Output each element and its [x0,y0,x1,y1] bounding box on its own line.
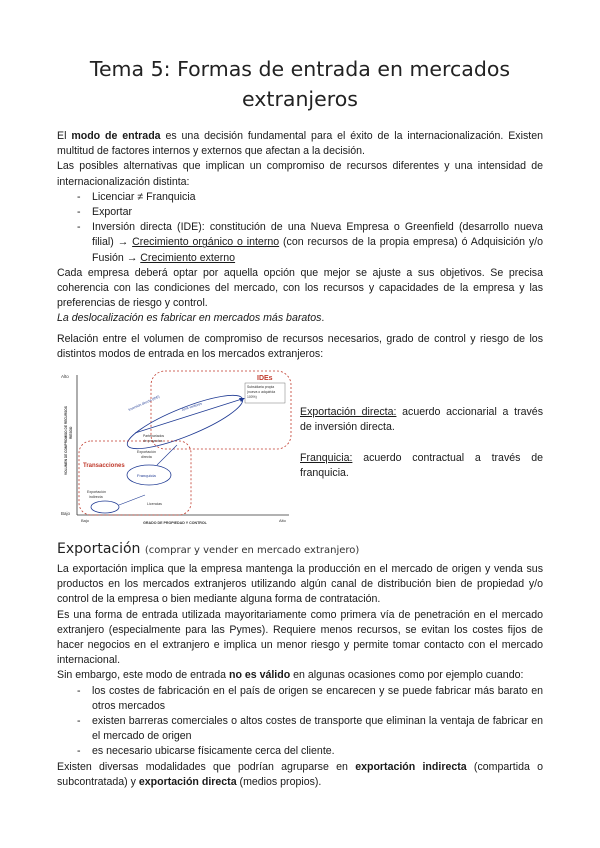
x-left-label: Bajo [81,518,90,523]
indirect-ellipse [91,501,119,513]
list-item: - los costes de fabricación en el país de origen se encarecen y se puede fabricar más barato en otros mercados [57,684,543,714]
subsidiary-line: 100%) [247,395,257,399]
ide-region [151,371,291,449]
list-item: - Licenciar ≠ Franquicia [57,190,543,205]
export-paragraph-1: La exportación implica que la empresa mantenga la producción en el mercado de origen y venda sus productos en los mercados extranjeros utilizando algún canal de distribución bien de propiedad y/o control de la empresa o bien mediante alguna forma de contratación. [57,563,543,606]
section-heading-export: Exportación (comprar y vender en mercado extranjero) [57,541,360,557]
list-item: - Exportar [57,205,543,220]
ide-label: IDEs [257,375,273,382]
subsidiary-line: (nueva o adquirida [247,390,276,394]
exp-indirect-label: indirecta [89,495,103,499]
intro-section [57,129,543,327]
intro-paragraph-1: El modo de entrada es una decisión fundamental para el éxito de la internacionalización. Existen multitud de factores internos y externos que afectan a la decisión. [57,130,543,158]
y-bottom-label: Bajo [61,511,71,516]
y-axis-title: VOLUMEN DE COMPROMISO DE RECURSOS [64,406,68,475]
franchise-label: Franquicia [137,473,156,478]
exp-direct-label: directa [141,455,152,459]
x-axis-title: GRADO DE PROPIEDAD Y CONTROL [143,521,207,525]
exp-direct-label: Exportación [137,450,156,454]
connector-line [119,495,145,505]
partnership-label: Partenariados [143,434,165,438]
intro-paragraph-3: Cada empresa deberá optar por aquella opción que mejor se ajuste a sus objetivos. Se precisa coherencia con las condiciones del mercado, con los recursos y capacidades de la empresa y las preferencias de riesgo y control. [57,266,543,310]
list-item: - existen barreras comerciales o altos costes de transporte que eliminan la ventaja de fabricar en el mercado de origen [57,714,543,744]
list-item: - es necesario ubicarse físicamente cerca del cliente. [57,744,543,759]
arrow-label: Joint ventures [181,401,203,412]
transactions-label: Transacciones [83,463,125,469]
transactions-region [79,441,191,515]
alternatives-list [57,190,543,266]
ide-ellipse [122,386,247,458]
export-paragraph-4: Existen diversas modalidades que podrían agruparse en exportación indirecta (compartida o subcontratada) y exportación directa (medios propios). [57,760,544,788]
subsidiary-line: Subsidiaria propia [247,385,275,389]
intro-paragraph-4: La deslocalización es fabricar en mercados más baratos. [57,312,325,325]
side-note-franchise: Franquicia: acuerdo contractual a través de franquicia. [300,452,543,480]
export-paragraph-3: Sin embargo, este modo de entrada no es válido en algunas ocasiones como por ejemplo cuando: [57,669,524,682]
connector-line [157,445,177,465]
page-title: Tema 5: Formas de entrada en mercados extranjeros [89,57,511,111]
partnership-label: de proyectos [143,439,163,443]
y-top-label: Alto [61,374,69,379]
y-axis-title-2: RIESGO [69,426,73,439]
relation-paragraph: Relación entre el volumen de compromiso de recursos necesarios, grado de control y riesgo de los distintos modos de entrada en los mercados extranjeros: [57,333,543,361]
arrow-label: Inversión directa (IDE) [127,394,161,412]
bold-term: modo de entrada [71,130,161,142]
licensing-label: Licencias [147,502,162,506]
ide-arrow [135,399,242,433]
exp-indirect-label: Exportación [87,490,106,494]
x-right-label: Alto [279,518,286,523]
intro-paragraph-2: Las posibles alternativas que implican un compromiso de recursos diferentes y una intensidad de internacionalización distinta: [57,160,543,188]
entry-modes-diagram [57,367,297,527]
side-note-direct: Exportación directa: acuerdo accionarial a través de inversión directa. [300,406,543,434]
export-section [57,562,543,790]
list-item: - Inversión directa (IDE): constitución de una Nueva Empresa o Greenfield (desarrollo nueva filial) → Crecimiento orgánico o interno (con recursos de la propia empresa) ó Adquisición y/o Fusión → Crecimiento externo [57,220,543,266]
export-conditions-list [57,684,543,760]
export-paragraph-2: Es una forma de entrada utilizada mayoritariamente como primera vía de penetración en el mercado extranjero (especialmente para las Pymes). Requiere menos recursos, se evitan los costes fijos de hacer negocios en el extranjero e implica un menor riesgo y permite tomar contacto con el mercado internacional. [57,608,543,667]
